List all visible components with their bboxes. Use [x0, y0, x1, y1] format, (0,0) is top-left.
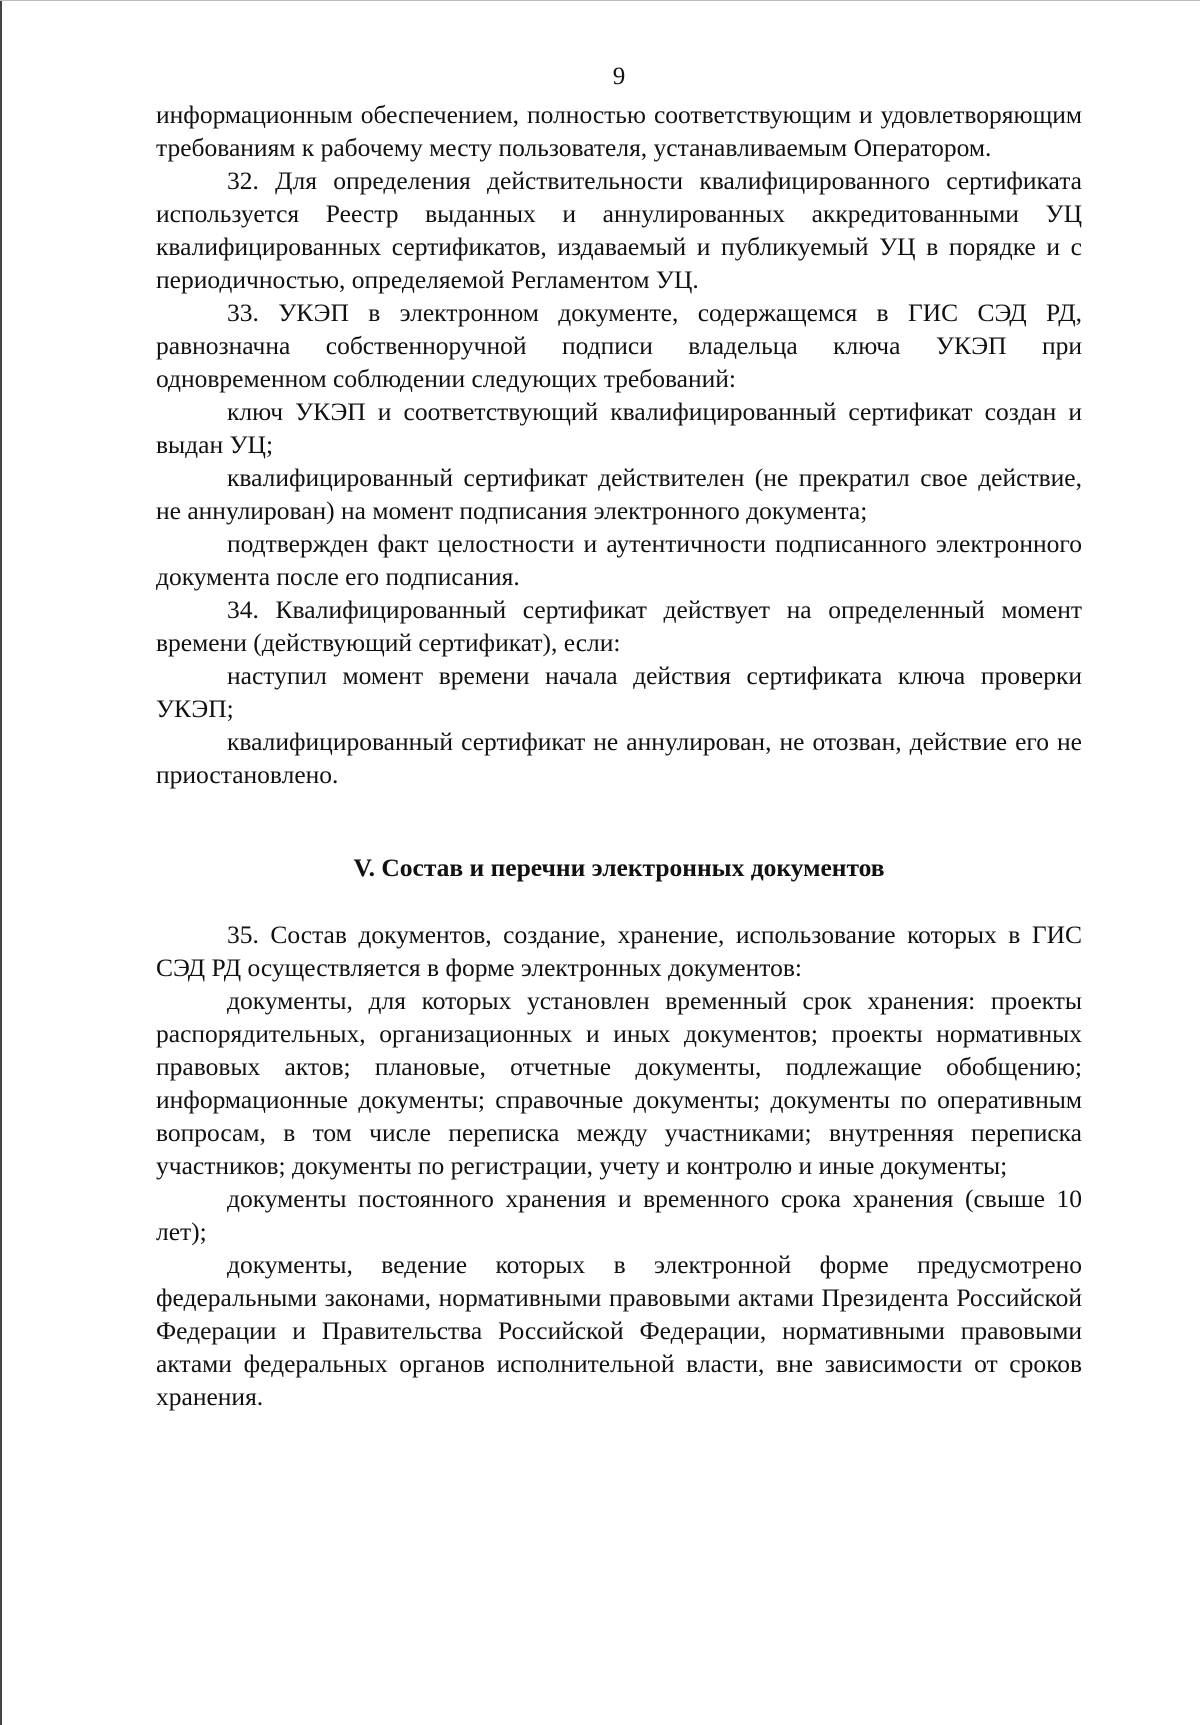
document-list-item: документы, ведение которых в электронной форме предусмотрено федеральными законами, нормативными правовыми актами Президента Российской Федерации и Правительства Российской Федерации, нормативными правовыми актами федеральных органов исполнительной власти, вне зависимости от сроков хранения. [156, 1250, 1082, 1411]
paragraph-32: 32. Для определения действительности квалифицированного сертификата используется Реестр выданных и аннулированных аккредитованными УЦ квалифицированных сертификатов, издаваемый и публикуемый УЦ в порядке и с периодичностью, определяемой Регламентом УЦ. [156, 166, 1082, 294]
section-heading: V. Состав и перечни электронных документов [353, 853, 885, 882]
requirement-item: ключ УКЭП и соответствующий квалифицированный сертификат создан и выдан УЦ; [156, 397, 1082, 459]
paragraph-35: 35. Состав документов, создание, хранение, использование которых в ГИС СЭД РД осуществляется в форме электронных документов: [156, 920, 1082, 982]
paragraph-34: 34. Квалифицированный сертификат действует на определенный момент времени (действующий сертификат), если: [156, 595, 1082, 657]
paragraph-continuation: информационным обеспечением, полностью соответствующим и удовлетворяющим требованиям к рабочему месту пользователя, устанавливаемым Оператором. [156, 100, 1082, 162]
document-list-item: документы, для которых установлен временный срок хранения: проекты распорядительных, организационных и иных документов; проекты нормативных правовых актов; плановые, отчетные документы, подлежащие обобщению; информационные документы; справочные документы; документы по оперативным вопросам, в том числе переписка между участниками; внутренняя переписка участников; документы по регистрации, учету и контролю и иные документы; [156, 986, 1082, 1180]
condition-item: наступил момент времени начала действия сертификата ключа проверки УКЭП; [156, 661, 1082, 723]
requirement-item: квалифицированный сертификат действителен (не прекратил свое действие, не аннулирован) на момент подписания электронного документа; [156, 463, 1082, 525]
scan-edge-top [0, 0, 1200, 1]
scan-edge-left [0, 0, 2, 1725]
document-list-item: документы постоянного хранения и временного срока хранения (свыше 10 лет); [156, 1184, 1082, 1246]
condition-item: квалифицированный сертификат не аннулирован, не отозван, действие его не приостановлено. [156, 727, 1082, 789]
page-number: 9 [612, 63, 626, 90]
document-page [156, 62, 1082, 1413]
paragraph-33: 33. УКЭП в электронном документе, содержащемся в ГИС СЭД РД, равнозначна собственноручной подписи владельца ключа УКЭП при одновременном соблюдении следующих требований: [156, 298, 1082, 393]
requirement-item: подтвержден факт целостности и аутентичности подписанного электронного документа после его подписания. [156, 529, 1082, 591]
